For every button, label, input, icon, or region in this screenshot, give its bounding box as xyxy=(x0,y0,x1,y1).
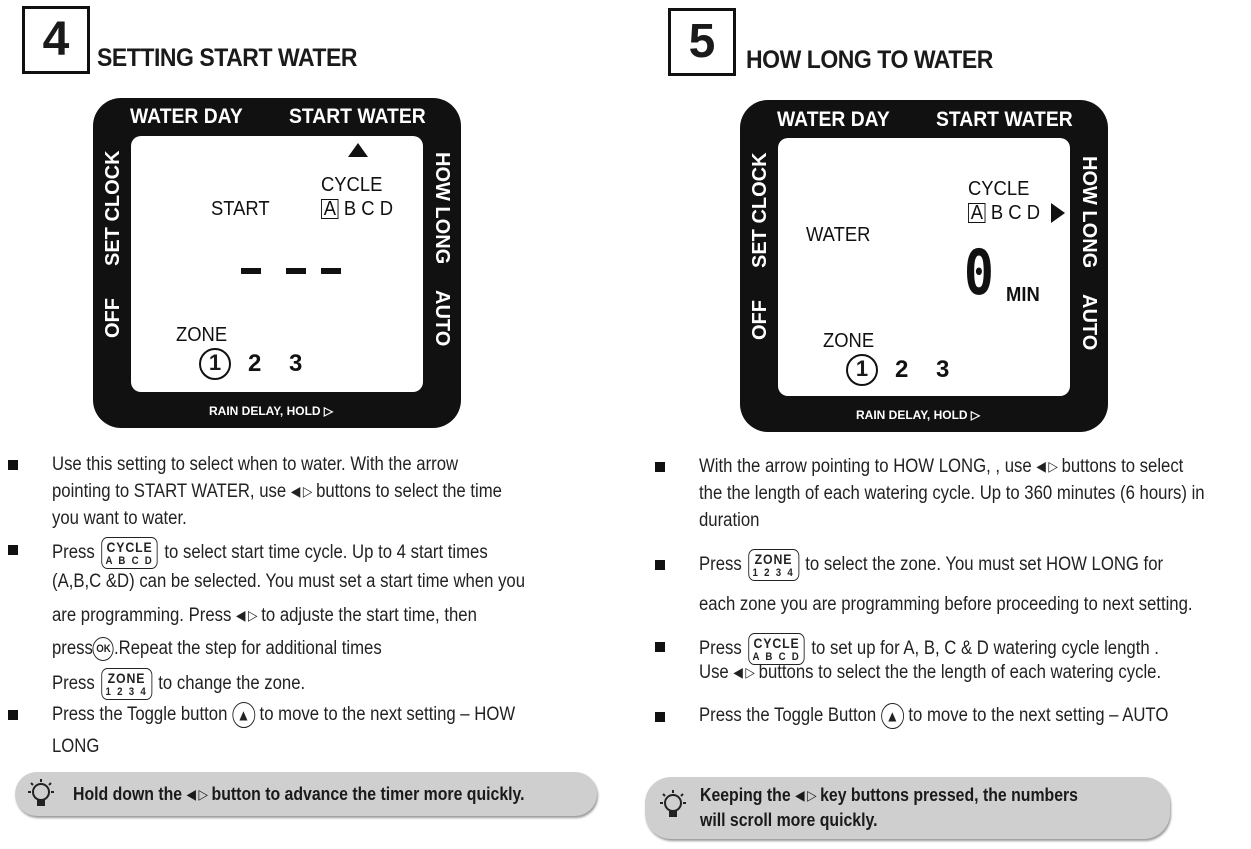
section-title: SETTING START WATER xyxy=(97,44,358,72)
zone-button-icon xyxy=(101,668,152,700)
btn-text: 1 2 3 4 xyxy=(105,686,148,698)
text: to change the zone. xyxy=(158,673,306,695)
text: Press xyxy=(699,554,742,576)
step-number: 5 xyxy=(668,8,736,76)
btn-text: CYCLE xyxy=(106,539,153,555)
time-digit-placeholder xyxy=(321,268,341,274)
left-right-arrow-icon: ◀ ▷ xyxy=(795,788,816,805)
pointer-arrow-icon xyxy=(347,142,369,158)
text: buttons to select xyxy=(1061,456,1184,477)
rain-delay-text: RAIN DELAY, HOLD xyxy=(856,408,968,422)
toggle-button-icon: ▲ xyxy=(881,703,904,729)
left-right-arrow-icon: ◀ ▷ xyxy=(290,483,312,500)
left-right-arrow-icon: ◀ ▷ xyxy=(235,607,257,624)
time-digit-placeholder xyxy=(286,268,306,274)
cycle-others: B C D xyxy=(990,202,1040,224)
text-line xyxy=(52,702,515,728)
bullet xyxy=(8,460,18,470)
screen-label-start: START xyxy=(211,198,270,220)
text-line xyxy=(699,549,1163,581)
text-line xyxy=(699,454,1183,480)
section-setting-start-water xyxy=(0,0,610,849)
time-digit-placeholder xyxy=(241,268,261,274)
btn-text: A B C D xyxy=(105,555,154,567)
zone-2: 2 xyxy=(248,350,262,377)
text: buttons to select the the length of each watering cycle. xyxy=(758,662,1162,683)
duration-unit: MIN xyxy=(1006,284,1040,306)
bullet xyxy=(8,545,18,555)
lcd-label-how-long: HOW LONG xyxy=(1078,156,1100,269)
lcd-label-auto: AUTO xyxy=(431,290,453,347)
text-line xyxy=(52,668,305,700)
text-line: Use this setting to select when to water. With the arrow xyxy=(52,454,459,475)
text-line: each zone you are programming before proceeding to next setting. xyxy=(699,594,1193,615)
section-title: HOW LONG TO WATER xyxy=(746,46,993,74)
lcd-label-how-long: HOW LONG xyxy=(431,152,453,265)
text: to move to the next setting – AUTO xyxy=(908,705,1169,727)
btn-text: 1 2 3 4 xyxy=(752,567,795,579)
left-right-arrow-icon: ◀ ▷ xyxy=(1036,458,1057,475)
text-line: (A,B,C &D) can be selected. You must set a start time when you xyxy=(52,571,526,592)
bullet xyxy=(655,712,665,722)
text: to adjuste the start time, then xyxy=(261,605,477,626)
bullet xyxy=(655,560,665,570)
text: Press xyxy=(52,673,95,695)
lcd-label-water-day: WATER DAY xyxy=(777,108,890,131)
cycle-label: CYCLE xyxy=(321,174,383,196)
tip-box xyxy=(645,777,1170,839)
section-how-long-to-water xyxy=(645,0,1251,849)
lcd-label-start-water: START WATER xyxy=(289,105,426,128)
lcd-label-rain-delay xyxy=(209,404,333,418)
text-line xyxy=(52,479,502,505)
text: to move to the next setting – HOW xyxy=(259,704,516,726)
lightbulb-icon xyxy=(25,778,57,810)
btn-text: ZONE xyxy=(107,670,146,686)
lcd-label-off: OFF xyxy=(102,298,124,338)
tip-box xyxy=(15,772,597,816)
zone-2: 2 xyxy=(895,356,909,383)
zone-3: 3 xyxy=(289,350,303,377)
lcd-label-start-water: START WATER xyxy=(936,108,1073,131)
text: Press xyxy=(699,638,742,660)
pointer-arrow-icon xyxy=(1050,202,1066,224)
text-line: duration xyxy=(699,510,760,531)
ok-button-icon: OK xyxy=(93,637,114,661)
lcd-label-auto: AUTO xyxy=(1078,294,1100,351)
play-pause-icon: ▷ xyxy=(970,408,981,422)
tip-text xyxy=(73,782,525,806)
lcd-screen xyxy=(131,136,423,392)
zone-label: ZONE xyxy=(823,330,875,352)
text: buttons to select the time xyxy=(316,481,502,502)
zone-selected: 1 xyxy=(846,354,878,386)
text: to set up for A, B, C & D watering cycle length . xyxy=(811,638,1159,660)
text-line: the the length of each watering cycle. Up to 360 minutes (6 hours) in xyxy=(699,483,1205,504)
left-right-arrow-icon: ◀ ▷ xyxy=(186,787,208,804)
text: Press the Toggle button xyxy=(52,704,228,726)
text: .Repeat the step for additional times xyxy=(114,638,382,659)
cycle-selected: A xyxy=(321,199,339,219)
toggle-button-icon: ▲ xyxy=(232,702,255,728)
left-right-arrow-icon: ◀ ▷ xyxy=(733,664,754,681)
rain-delay-text: RAIN DELAY, HOLD xyxy=(209,404,321,418)
text: pointing to START WATER, use xyxy=(52,481,287,502)
tip-text xyxy=(700,783,1078,807)
lcd-label-rain-delay xyxy=(856,408,980,422)
lcd-label-water-day: WATER DAY xyxy=(130,105,243,128)
text-line xyxy=(52,636,382,662)
cycle-indicators xyxy=(968,202,1040,225)
text-line xyxy=(699,703,1168,729)
text: to select the zone. You must set HOW LONG for xyxy=(805,554,1164,576)
tip-text-line2: will scroll more quickly. xyxy=(700,810,878,830)
text: Press the Toggle Button xyxy=(699,705,877,727)
text: to select start time cycle. Up to 4 start times xyxy=(164,542,488,564)
text: Use xyxy=(699,662,729,683)
cycle-indicators xyxy=(321,198,393,221)
text-line: you want to water. xyxy=(52,508,187,529)
btn-text: CYCLE xyxy=(753,635,800,651)
lcd-display xyxy=(93,98,461,428)
text: button to advance the timer more quickly. xyxy=(211,784,525,804)
cycle-selected: A xyxy=(968,203,986,223)
zone-selected: 1 xyxy=(199,348,231,380)
text: With the arrow pointing to HOW LONG, , use xyxy=(699,456,1032,477)
bullet xyxy=(655,642,665,652)
screen-label-water: WATER xyxy=(806,224,871,246)
lightbulb-icon xyxy=(657,789,689,821)
zone-label: ZONE xyxy=(176,324,228,346)
btn-text: ZONE xyxy=(754,551,793,567)
text: press xyxy=(52,638,93,659)
duration-value: 0 xyxy=(964,236,994,309)
play-pause-icon: ▷ xyxy=(323,404,334,418)
text-line xyxy=(52,603,477,629)
text-line xyxy=(699,660,1161,686)
lcd-label-set-clock: SET CLOCK xyxy=(102,150,124,266)
cycle-label: CYCLE xyxy=(968,178,1030,200)
cycle-others: B C D xyxy=(343,198,393,220)
text: Press xyxy=(52,542,95,564)
step-number: 4 xyxy=(22,6,90,74)
lcd-label-set-clock: SET CLOCK xyxy=(749,152,771,268)
bullet xyxy=(8,710,18,720)
lcd-display xyxy=(740,100,1108,432)
text-line xyxy=(52,537,488,569)
bullet xyxy=(655,462,665,472)
cycle-button-icon xyxy=(101,537,158,569)
lcd-label-off: OFF xyxy=(749,300,771,340)
text: are programming. Press xyxy=(52,605,232,626)
btn-text: A B C D xyxy=(752,651,801,663)
text: key buttons pressed, the numbers xyxy=(820,785,1079,805)
text: Keeping the xyxy=(700,785,791,805)
text-line: LONG xyxy=(52,736,100,757)
zone-button-icon xyxy=(748,549,799,581)
lcd-screen xyxy=(778,138,1070,396)
text: Hold down the xyxy=(73,784,183,804)
zone-3: 3 xyxy=(936,356,950,383)
